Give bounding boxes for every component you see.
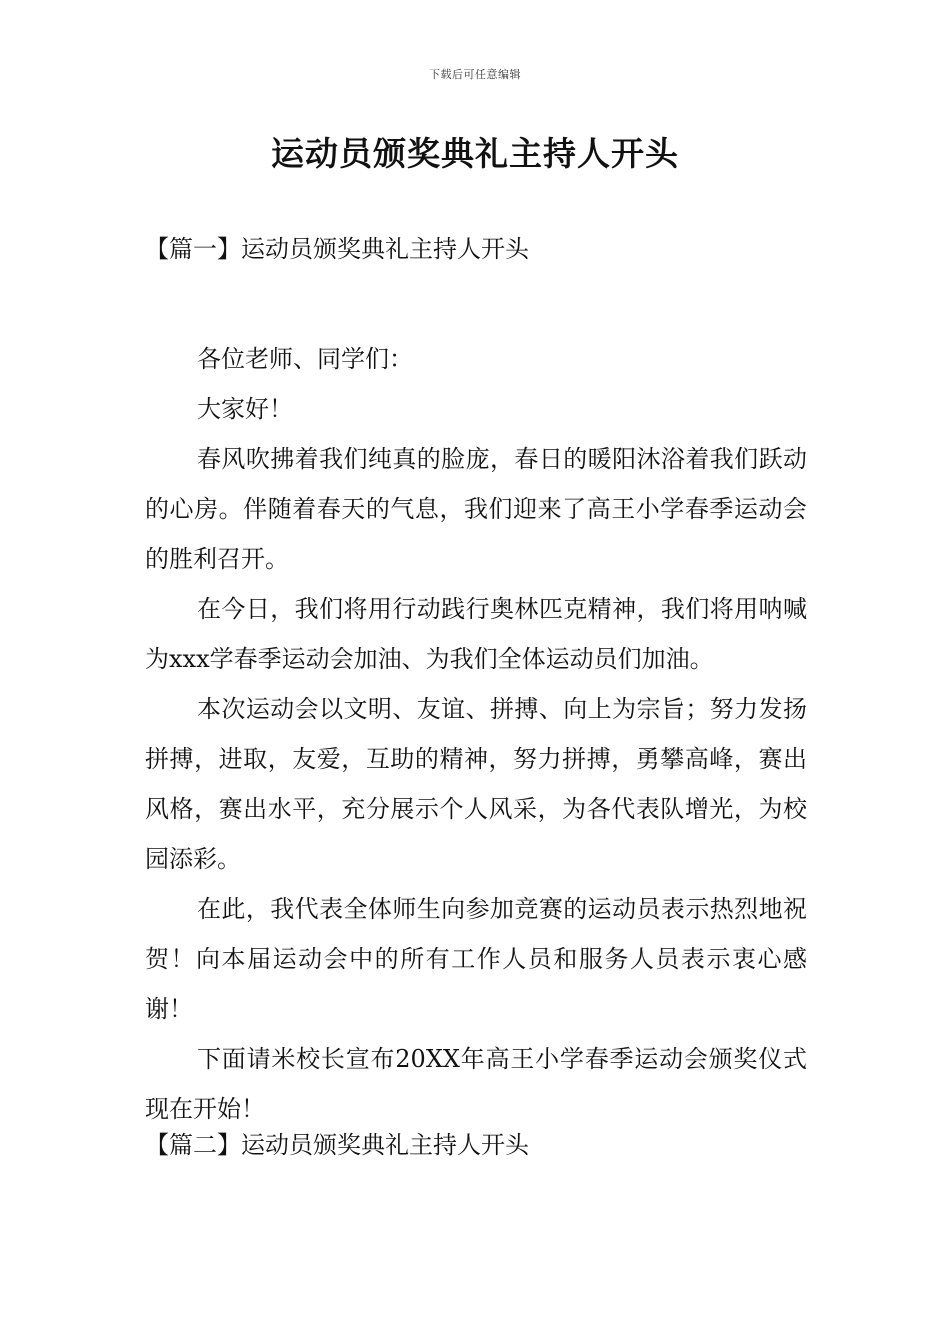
section-heading-1: 【篇一】运动员颁奖典礼主持人开头	[145, 235, 529, 263]
body-text	[145, 334, 807, 1134]
document-title: 运动员颁奖典礼主持人开头	[271, 134, 679, 173]
salutation: 各位老师、同学们：	[197, 345, 413, 373]
paragraph: 下面请米校长宣布20XX年高王小学春季运动会颁奖仪式现在开始！	[145, 1045, 807, 1123]
paragraph: 在今日，我们将用行动践行奥林匹克精神，我们将用呐喊为xxx学春季运动会加油、为我们全体运动员们加油。	[145, 595, 807, 673]
section-heading-2: 【篇二】运动员颁奖典礼主持人开头	[145, 1131, 529, 1159]
paragraph: 本次运动会以文明、友谊、拼搏、向上为宗旨；努力发扬拼搏，进取，友爱，互助的精神，努力拼搏，勇攀高峰，赛出风格，赛出水平，充分展示个人风采，为各代表队增光，为校园添彩。	[145, 695, 807, 873]
header-note: 下载后可任意编辑	[429, 68, 521, 81]
paragraph: 春风吹拂着我们纯真的脸庞，春日的暖阳沐浴着我们跃动的心房。伴随着春天的气息，我们迎来了高王小学春季运动会的胜利召开。	[145, 445, 807, 573]
greeting: 大家好！	[197, 395, 293, 423]
paragraph: 在此，我代表全体师生向参加竞赛的运动员表示热烈地祝贺！向本届运动会中的所有工作人员和服务人员表示衷心感谢！	[145, 895, 807, 1023]
